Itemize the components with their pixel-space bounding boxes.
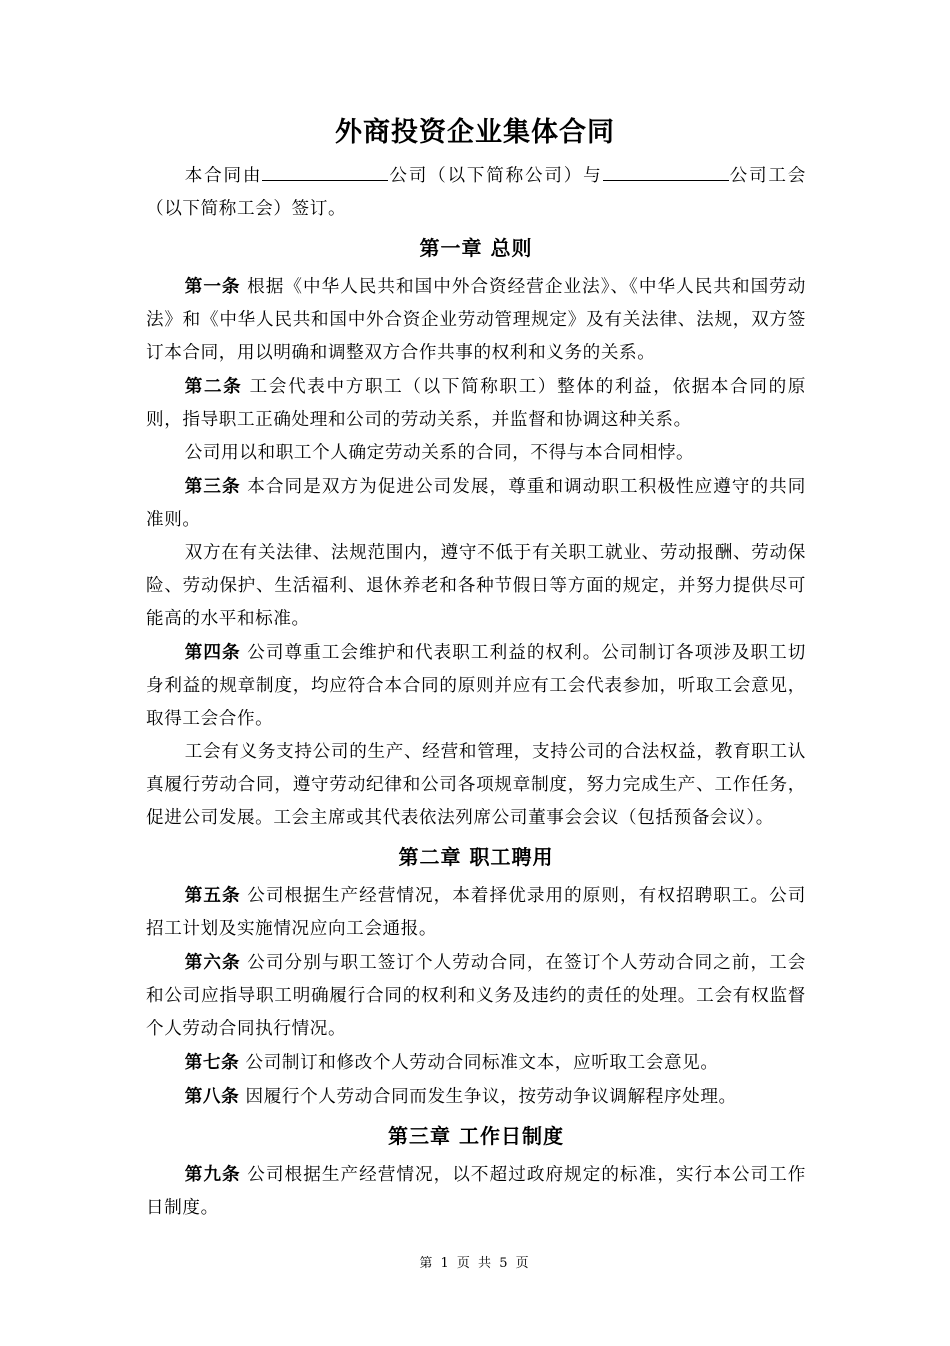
article-1-text: 根据《中华人民共和国中外合资经营企业法》、《中华人民共和国劳动法》和《中华人民共和国中外合资企业劳动管理规定》及有关法律、法规，双方签订本合同，用以明确和调整双方合作共事的权利和义务的关系。: [146, 277, 806, 363]
article-5-label: 第五条: [184, 885, 241, 906]
article-8: [146, 1080, 806, 1114]
article-9-text: 公司根据生产经营情况，以不超过政府规定的标准，实行本公司工作日制度。: [146, 1165, 806, 1218]
chapter-3-heading: 第三章 工作日制度: [388, 1124, 564, 1148]
article-6: [146, 946, 806, 1046]
intro-text-2: 公司（以下简称公司）与: [388, 166, 603, 186]
article-3-paragraph-2: 双方在有关法律、法规范围内，遵守不低于有关职工就业、劳动报酬、劳动保险、劳动保护、生活福利、退休养老和各种节假日等方面的规定，并努力提供尽可能高的水平和标准。: [146, 543, 806, 629]
article-2: [146, 370, 806, 437]
article-9: [146, 1158, 806, 1225]
page-number-footer: 第 1 页 共 5 页: [419, 1256, 531, 1271]
article-1-label: 第一条: [184, 276, 241, 297]
article-4-label: 第四条: [184, 642, 241, 663]
article-6-label: 第六条: [184, 952, 241, 973]
article-7-label: 第七条: [184, 1052, 240, 1073]
article-3-text: 本合同是双方为促进公司发展，尊重和调动职工积极性应遵守的共同准则。: [146, 477, 806, 530]
article-2-label: 第二条: [184, 376, 243, 397]
article-3-label: 第三条: [184, 476, 241, 497]
article-4-text: 公司尊重工会维护和代表职工利益的权利。公司制订各项涉及职工切身利益的规章制度，均应符合本合同的原则并应有工会代表参加，听取工会意见，取得工会合作。: [146, 643, 806, 729]
article-6-text: 公司分别与职工签订个人劳动合同，在签订个人劳动合同之前，工会和公司应指导职工明确履行合同的权利和义务及违约的责任的处理。工会有权监督个人劳动合同执行情况。: [146, 953, 806, 1039]
article-3: [146, 470, 806, 537]
document-title: 外商投资企业集体合同: [335, 117, 615, 148]
company-name-blank: [262, 160, 388, 181]
article-4-paragraph-2: 工会有义务支持公司的生产、经营和管理，支持公司的合法权益，教育职工认真履行劳动合同，遵守劳动纪律和公司各项规章制度，努力完成生产、工作任务，促进公司发展。工会主席或其代表依法列席公司董事会会议（包括预备会议）。: [146, 742, 806, 828]
article-2-text: 工会代表中方职工（以下简称职工）整体的利益，依据本合同的原则，指导职工正确处理和公司的劳动关系，并监督和协调这种关系。: [146, 377, 806, 430]
chapter-2-heading: 第二章 职工聘用: [398, 845, 554, 869]
chapter-1-heading: 第一章 总则: [419, 236, 533, 260]
article-2-paragraph-2: 公司用以和职工个人确定劳动关系的合同，不得与本合同相悖。: [184, 443, 695, 463]
article-1: [146, 270, 806, 370]
article-8-label: 第八条: [184, 1086, 240, 1107]
article-7-text: 公司制订和修改个人劳动合同标准文本，应听取工会意见。: [245, 1053, 719, 1073]
union-name-blank: [603, 160, 729, 181]
article-5-text: 公司根据生产经营情况，本着择优录用的原则，有权招聘职工。公司招工计划及实施情况应向工会通报。: [146, 886, 806, 939]
article-8-text: 因履行个人劳动合同而发生争议，按劳动争议调解程序处理。: [245, 1087, 737, 1107]
intro-paragraph: [146, 160, 806, 226]
intro-text-1: 本合同由: [184, 166, 263, 186]
article-5: [146, 879, 806, 946]
article-9-label: 第九条: [184, 1164, 241, 1185]
intro-text-3: 公司工会（以下简称工会）签订。: [146, 166, 806, 219]
article-4: [146, 636, 806, 736]
article-7: [146, 1046, 806, 1080]
document-body: [146, 160, 806, 1225]
